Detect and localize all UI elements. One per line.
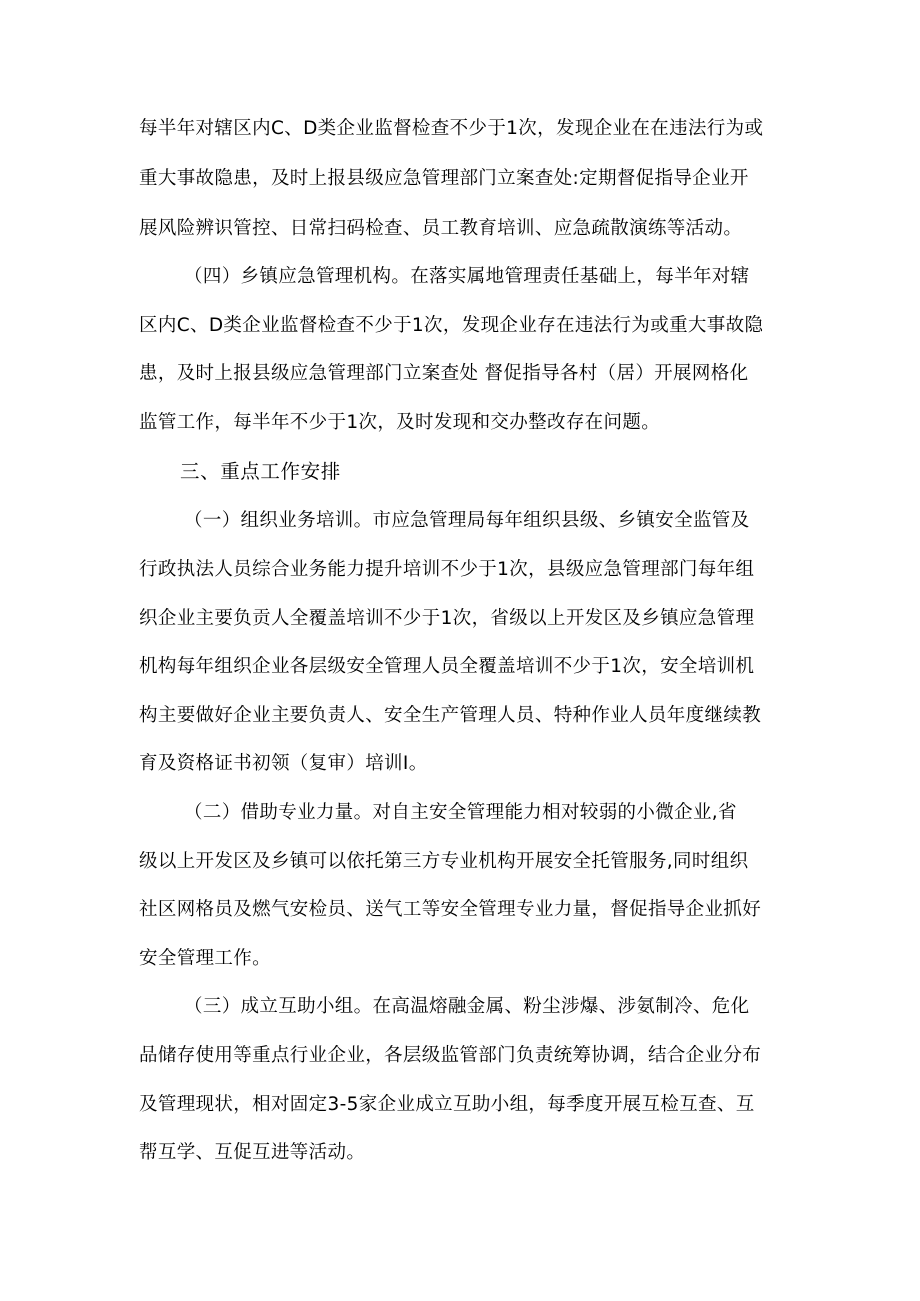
text-line: 展风险辨识管控、日常扫码检查、员工教育培训、应急疏散演练等活动。 xyxy=(139,218,743,239)
text-line: （二）借助专业力量。对自主安全管理能力相对较弱的小微企业,省 xyxy=(184,802,737,823)
text-line: 构主要做好企业主要负责人、安全生产管理人员、特种作业人员年度继续教 xyxy=(139,705,762,726)
section-heading: 三、重点工作安排 xyxy=(180,460,341,483)
text-line: 区内C、D类企业监督检查不少于1次，发现企业存在违法行为或重大事故隐 xyxy=(139,315,764,336)
text-line: 育及资格证书初领（复审）培训I。 xyxy=(139,753,428,774)
text-line: 每半年对辖区内C、D类企业监督检查不少于1次，发现企业在在违法行为或 xyxy=(139,118,764,139)
text-line: 级以上开发区及乡镇可以依托第三方专业机构开展安全托管服务,同时组织 xyxy=(139,851,749,872)
text-line: 安全管理工作。 xyxy=(139,948,271,969)
text-line: 重大事故隐患，及时上报县级应急管理部门立案查处:定期督促指导企业开 xyxy=(139,168,749,189)
text-line: 机构每年组织企业各层级安全管理人员全覆盖培训不少于1次，安全培训机 xyxy=(139,656,755,677)
text-line: （一）组织业务培训。市应急管理局每年组织县级、乡镇安全监管及 xyxy=(184,510,750,531)
text-line: 织企业主要负贡人全覆盖培训不少于1次，省级以上开发区及乡镇应急管理 xyxy=(139,608,755,629)
text-line: 品储存使用等重点行业企业，各层级监管部门负责统筹协调，结合企业分布 xyxy=(139,1045,762,1066)
text-line: 及管理现状，相对固定3-5家企业成立互助小组，每季度开展互检互查、互 xyxy=(139,1094,755,1115)
text-line: （四）乡镇应急管理机构。在落实属地管理责任基础上，每半年对辖 xyxy=(184,266,750,287)
text-line: 社区网格员及燃气安检员、送气工等安全管理专业力量，督促指导企业抓好 xyxy=(139,899,762,920)
text-line: 监管工作，每半年不少于1次，及时发现和交办整改存在问题。 xyxy=(139,412,661,433)
text-line: 帮互学、互促互进等活动。 xyxy=(139,1142,366,1163)
text-line: 行政执法人员综合业务能力提升培训不少于1次，县级应急管理部门每年组 xyxy=(139,559,755,580)
text-line: （三）成立互助小组。在高温熔融金属、粉尘涉爆、涉氨制冷、危化 xyxy=(184,996,750,1017)
text-line: 患，及时上报县级应急管理部门立案查处 督促指导各村（居）开展网格化 xyxy=(139,363,749,384)
